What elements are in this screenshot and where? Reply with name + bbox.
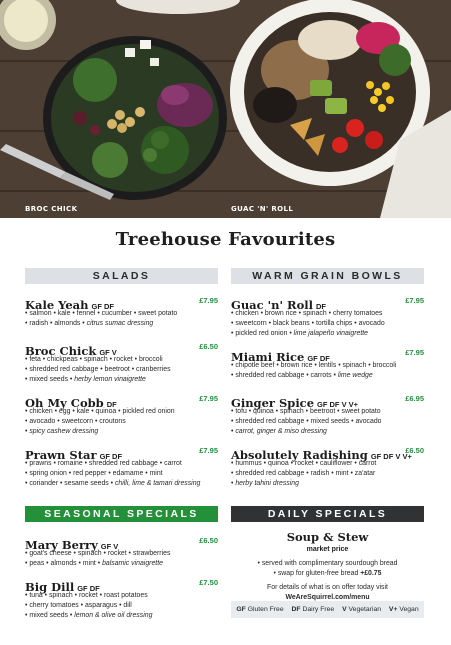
hero-photo	[0, 0, 451, 218]
menu-item-name: Miami Rice	[231, 350, 305, 364]
menu-item-header	[231, 392, 424, 410]
seasonal-specials-column	[25, 506, 218, 522]
menu-item-ingredients	[231, 417, 424, 427]
menu-item-dietary-tags: GF V	[99, 348, 117, 357]
legend-vplus: V+ Vegan	[388, 606, 419, 613]
daily-special-subtitle: market price	[306, 546, 349, 553]
menu-item-header	[25, 392, 218, 410]
menu-item-price: £7.50	[199, 578, 218, 587]
ingredient-text: • tuna • spinach • rocket • roast potatoes	[25, 592, 148, 599]
menu-item	[25, 340, 218, 386]
menu-item	[231, 392, 424, 438]
menu-item-dietary-tags: GF DF V V+	[317, 400, 359, 409]
menu-item-price: £7.95	[199, 296, 218, 305]
menu-item-price: £7.95	[199, 446, 218, 455]
dressing-text: herby lemon vinaigrette	[74, 376, 146, 384]
menu-item-ingredients	[25, 319, 218, 329]
ingredient-text: • cherry tomatoes • asparagus • dill	[25, 602, 132, 610]
menu-item-ingredients	[25, 427, 218, 437]
menu-item-price: £6.95	[405, 394, 424, 403]
ingredient-text: • radish • almonds •	[25, 320, 87, 328]
dressing-text: lemon & olive oil dressing	[74, 612, 153, 620]
ingredient-text: • chicken • brown rice • spinach • cherry tomatoes	[231, 310, 383, 317]
menu-item-name: Absolutely Radishing	[231, 448, 368, 462]
menu-item-ingredients	[25, 611, 218, 621]
ingredient-text: • prawns • romaine • shredded red cabbage • carrot	[25, 460, 182, 467]
menu-item-name: Prawn Star	[25, 448, 97, 462]
daily-offer-url[interactable]: WeAreSquirrel.com/menu	[285, 593, 370, 601]
dressing-text: carrot, ginger & miso dressing	[235, 428, 327, 436]
page-title: Treehouse Favourites	[115, 229, 336, 250]
ingredient-text: • feta • chickpeas • spinach • rocket • broccoli	[25, 356, 163, 363]
menu-item	[25, 294, 218, 329]
ingredient-text: • mixed seeds •	[25, 612, 75, 620]
menu-item-header	[25, 340, 218, 358]
menu-item-header	[231, 444, 424, 462]
daily-special-line-2	[231, 569, 424, 579]
menu-item-ingredients	[25, 479, 218, 489]
menu-item-header	[25, 576, 218, 594]
legend-df: DF Dairy Free	[291, 606, 335, 613]
ingredient-text: • chipotle beef • brown rice • lentils • spinach • broccoli	[231, 362, 397, 369]
photo-caption-broc-chick: BROC CHICK	[25, 205, 78, 213]
dressing-text: balsamic vinaigrette	[102, 560, 163, 568]
ingredient-text: • salmon • kale • fennel • cucumber • sweet potato	[25, 310, 178, 317]
seasonal-specials-section-header: SEASONAL SPECIALS	[25, 506, 218, 522]
menu-item-ingredients	[231, 479, 424, 489]
menu-item	[25, 444, 218, 490]
ingredient-text: • shredded red cabbage • carrots •	[231, 372, 338, 380]
ingredient-text: •	[25, 428, 30, 436]
legend-gf: GF Gluten Free	[236, 606, 284, 613]
daily-special-title: Soup & Stew	[286, 530, 369, 544]
menu-item-name: Mary Berry	[25, 538, 98, 552]
ingredient-text: • shredded red cabbage • radish • mint • za'atar	[231, 470, 376, 478]
ingredient-text: • goat's cheese • spinach • rocket • strawberries	[25, 550, 171, 557]
ingredient-text: • shredded red cabbage • beetroot • cranberries	[25, 366, 171, 374]
menu-item-header	[25, 444, 218, 462]
daily-swap-text: • swap for gluten-free bread	[273, 569, 361, 577]
menu-item-header	[231, 346, 424, 364]
menu-item-dietary-tags: DF	[106, 400, 117, 409]
legend-v: V Vegetarian	[342, 606, 382, 613]
ingredient-text: • pickled red onion •	[231, 330, 294, 338]
menu-item-name: Guac 'n' Roll	[231, 298, 314, 312]
menu-item-ingredients	[25, 601, 218, 611]
menu-item-ingredients	[25, 469, 218, 479]
dressing-text: lime wedge	[337, 372, 373, 380]
menu-item	[25, 534, 218, 569]
dressing-text: lime jalapeño vinaigrette	[293, 330, 368, 338]
menu-item-ingredients	[25, 417, 218, 427]
daily-specials-section-header: DAILY SPECIALS	[231, 506, 424, 522]
menu-item	[25, 576, 218, 622]
dressing-text: spicy cashew dressing	[29, 428, 99, 436]
menu-item-dietary-tags: GF DF	[91, 302, 114, 311]
ingredient-text: • tofu • quinoa • spinach • beetroot • sweet potato	[231, 408, 381, 415]
menu-item-dietary-tags: GF DF	[307, 354, 330, 363]
menu-item-ingredients	[231, 371, 424, 381]
daily-swap-price: +£0.75	[360, 569, 382, 577]
ingredient-text: • spring onion • red pepper • edamame • mint	[25, 470, 163, 478]
dressing-text: citrus sumac dressing	[86, 320, 154, 328]
daily-offer-line-1: For details of what is on offer today visit	[267, 584, 388, 591]
ingredient-text: • shredded red cabbage • mixed seeds • avocado	[231, 418, 382, 426]
menu-item	[231, 346, 424, 381]
menu-item-name: Oh My Cobb	[25, 396, 104, 410]
menu-item-ingredients	[25, 559, 218, 569]
menu-item-name: Kale Yeah	[25, 298, 89, 312]
warm-grain-bowls-column	[231, 268, 424, 284]
menu-item-ingredients	[231, 427, 424, 437]
ingredient-text: • peas • almonds • mint •	[25, 560, 103, 568]
menu-item-price: £7.95	[199, 394, 218, 403]
menu-item-dietary-tags: GF V	[100, 542, 119, 551]
daily-specials-column	[231, 506, 424, 522]
menu-item-name: Big Dill	[25, 580, 75, 594]
menu-item-name: Ginger Spice	[231, 396, 315, 410]
ingredient-text: •	[231, 428, 236, 436]
menu-item-header	[25, 534, 218, 552]
ingredient-text: • sweetcorn • black beans • tortilla chips • avocado	[231, 320, 385, 328]
ingredient-text: • avocado • sweetcorn • croutons	[25, 418, 126, 426]
ingredient-text: •	[231, 480, 236, 488]
warm-grain-bowls-section-header: WARM GRAIN BOWLS	[231, 268, 424, 284]
menu-item-ingredients	[231, 319, 424, 329]
menu-item-price: £6.50	[405, 446, 424, 455]
ingredient-text: • hummus • quinoa • rocket • cauliflower • carrot	[231, 460, 377, 467]
menu-item-price: £6.50	[199, 536, 218, 545]
daily-specials-body	[231, 530, 424, 602]
menu-item-dietary-tags: DF	[316, 302, 327, 311]
menu-item-price: £6.50	[199, 342, 218, 351]
menu-item-dietary-tags: GF DF	[77, 584, 100, 593]
salads-column	[25, 268, 218, 284]
ingredient-text: • mixed seeds •	[25, 376, 75, 384]
menu-item-header	[25, 294, 218, 312]
menu-item-ingredients	[25, 365, 218, 375]
menu-item	[25, 392, 218, 438]
menu-item-dietary-tags: GF DF	[99, 452, 123, 461]
menu-item	[231, 294, 424, 340]
menu-item-ingredients	[25, 375, 218, 385]
menu-item-ingredients	[231, 329, 424, 339]
dressing-text: chilli, lime & tamari dressing	[114, 480, 201, 488]
daily-special-line-1: • served with complimentary sourdough bread	[257, 560, 398, 567]
food-photo-illustration	[0, 0, 451, 218]
ingredient-text: • chicken • egg • kale • quinoa • pickled red onion	[25, 408, 175, 415]
dressing-text: herby tahini dressing	[235, 480, 299, 488]
salads-section-header: SALADS	[25, 268, 218, 284]
ingredient-text: • coriander • sesame seeds •	[25, 480, 115, 488]
menu-item-price: £7.95	[405, 348, 424, 357]
dietary-legend	[231, 601, 424, 618]
menu-item-header	[231, 294, 424, 312]
menu-item-ingredients	[231, 469, 424, 479]
menu-item	[231, 444, 424, 490]
menu-item-name: Broc Chick	[25, 344, 97, 358]
menu-item-dietary-tags: GF DF V V+	[370, 452, 412, 461]
photo-caption-guac-n-roll: GUAC 'N' ROLL	[231, 205, 294, 213]
menu-item-price: £7.95	[405, 296, 424, 305]
